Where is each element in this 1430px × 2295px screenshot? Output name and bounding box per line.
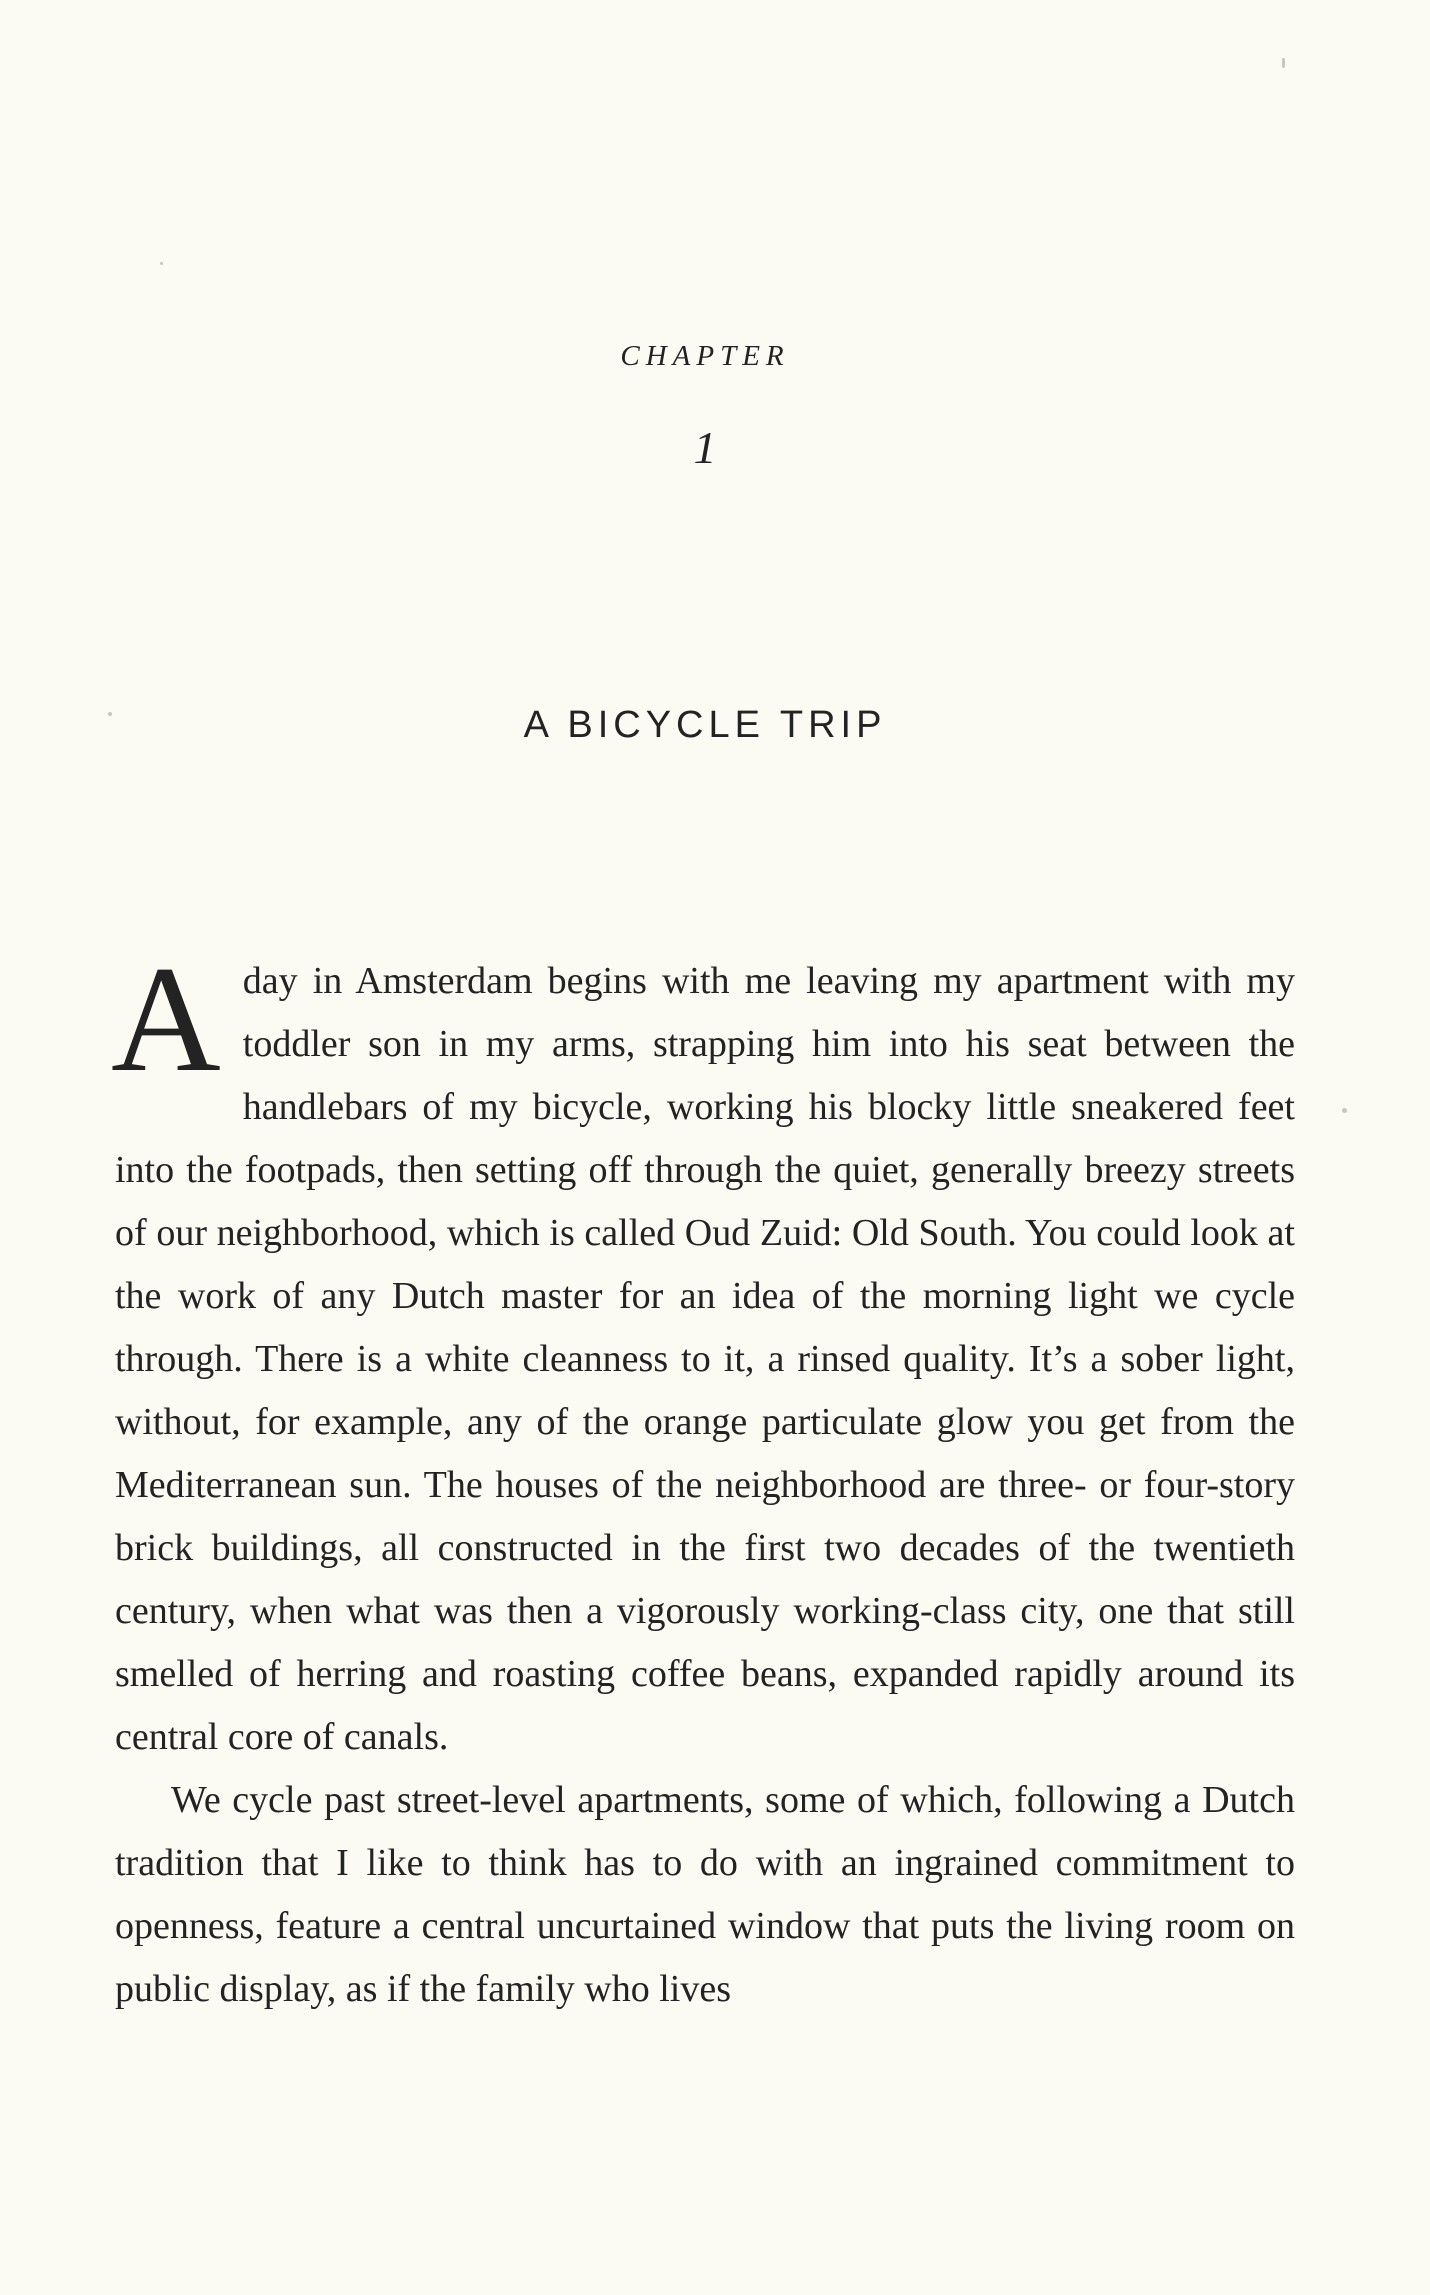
chapter-title: A BICYCLE TRIP: [523, 704, 887, 746]
body-text: [111, 935, 1295, 2021]
chapter-label: CHAPTER: [620, 340, 790, 372]
paper-speck: [1282, 58, 1285, 68]
paper-speck: [160, 262, 163, 265]
paragraph-2: We cycle past street-level apartments, some of which, following a Dutch tradition that I like to think has to do with an ingrained commitment to openness, feature a central uncurtained window that puts the living room on public display, as if the family who lives: [115, 1779, 1295, 2010]
paragraph-1-text: day in Amsterdam begins with me leaving my apartment with my toddler son in my arms, strapping him into his seat between the handlebars of my bicycle, working his blocky little sneakered feet into the footpads, then setting off through the quiet, generally breezy streets of our neighborhood, which is called Oud Zuid: Old South. You could look at the work of any Dutch master for an idea of the morning light we cycle through. There is a white cleanness to it, a rinsed quality. It’s a sober light, without, for example, any of the orange particulate glow you get from the Mediterranean sun. The houses of the neighborhood are three- or four-story brick buildings, all constructed in the first two decades of the twentieth century, when what was then a vigorously working-class city, one that still smelled of herring and roasting coffee beans, expanded rapidly around its central core of canals.: [115, 960, 1295, 1758]
paragraph-1: [111, 935, 1295, 1769]
drop-cap: A: [111, 935, 221, 1103]
chapter-number: 1: [693, 422, 717, 473]
paper-speck: [1342, 1108, 1347, 1113]
